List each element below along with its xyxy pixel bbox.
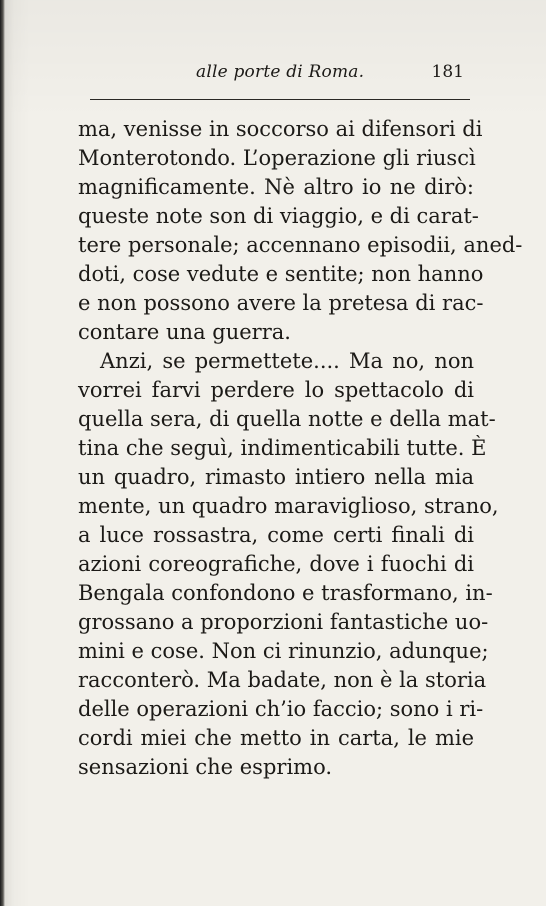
text-line: magnificamente. Nè altro io ne dirò: (78, 175, 474, 199)
text-line: vorrei farvi perdere lo spettacolo di (78, 378, 474, 402)
text-line: Bengala confondono e trasformano, in- (78, 581, 493, 605)
header-rule (90, 99, 470, 100)
running-title: alle porte di Roma. (196, 62, 365, 82)
text-line: mini e cose. Non ci rinunzio, adunque; (78, 639, 489, 663)
text-line: tina che seguì, indimenticabili tutte. È (78, 436, 487, 460)
text-line: doti, cose vedute e sentite; non hanno (78, 262, 484, 286)
page-header (90, 60, 470, 90)
body-text (78, 115, 523, 782)
book-binding-edge (0, 0, 5, 906)
text-line: azioni coreografiche, dove i fuochi di (78, 552, 474, 576)
text-line: mente, un quadro maraviglioso, strano, (78, 494, 499, 518)
text-line: e non possono avere la pretesa di rac- (78, 291, 484, 315)
text-line: tere personale; accennano episodii, aned- (78, 233, 523, 257)
text-line: a luce rossastra, come certi finali di (78, 523, 474, 547)
text-line: racconterò. Ma badate, non è la storia (78, 668, 487, 692)
text-line: queste note son di viaggio, e di carat- (78, 204, 479, 228)
text-line: un quadro, rimasto intiero nella mia (78, 465, 474, 489)
text-line: grossano a proporzioni fantastiche uo- (78, 610, 489, 634)
text-line: sensazioni che esprimo. (78, 755, 333, 779)
text-line: delle operazioni ch’io faccio; sono i ri- (78, 697, 484, 721)
text-line: Anzi, se permettete.... Ma no, non (100, 349, 474, 373)
text-line: Monterotondo. L’operazione gli riuscì (78, 146, 476, 170)
text-line: quella sera, di quella notte e della mat- (78, 407, 496, 431)
text-line: ma, venisse in soccorso ai difensori di (78, 117, 483, 141)
page-number: 181 (431, 62, 464, 82)
text-line: cordi miei che metto in carta, le mie (78, 726, 474, 750)
text-line: contare una guerra. (78, 320, 291, 344)
